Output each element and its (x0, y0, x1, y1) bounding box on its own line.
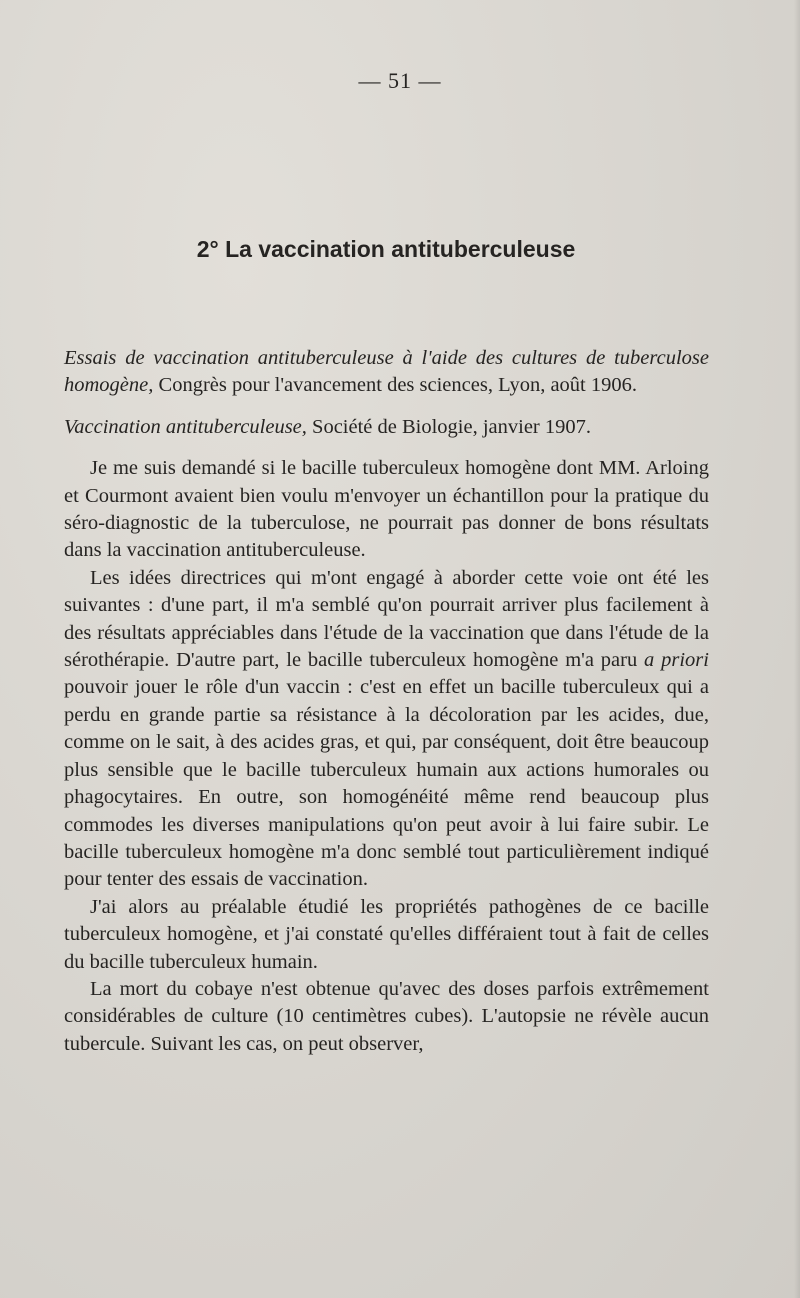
paragraph-2-part-1: Les idées directrices qui m'ont engagé à aborder cette voie ont été les suivantes : d'une part, il m'a semblé qu'on pourrait arriver plus facilement à des résultats appréciables dans l'étude de la vaccination que dans l'étude de la sérothérapie. D'autre part, le bacille tuberculeux homogène m'a paru (64, 566, 709, 672)
section-heading: 2° La vaccination antituberculeuse (196, 236, 576, 262)
reference-2-details: Société de Biologie, janvier 1907. (306, 415, 592, 438)
paragraph-3: J'ai alors au préalable étudié les propriétés pathogènes de ce bacille tuberculeux homogène, et j'ai constaté qu'elles différaient tout à fait de celles du bacille tuberculeux humain. (64, 895, 709, 973)
paragraph-2-italic: a priori (644, 649, 709, 672)
body-text (64, 345, 709, 1058)
page-edge-shadow (794, 0, 800, 1298)
paragraph-1: Je me suis demandé si le bacille tuberculeux homogène dont MM. Arloing et Courmont avaient bien voulu m'envoyer un échantillon pour la pratique du séro-diagnostic de la tuberculose, ne pourrait pas donner de bons résultats dans la vaccination antituberculeuse. (64, 457, 709, 562)
paragraph-2-part-2: pouvoir jouer le rôle d'un vaccin : c'est en effet un bacille tuberculeux qui a perdu en grande partie sa résistance à la décoloration par les acides, due, comme on le sait, à des acides gras, et qui, par conséquent, doit être beaucoup plus sensible que le bacille tuberculeux humain aux actions humorales ou phagocytaires. En outre, son homogénéité même rend beaucoup plus commodes les diverses manipulations qu'on peut avoir à lui faire subir. Le bacille tuberculeux homogène m'a donc semblé tout particulièrement indiqué pour tenter des essais de vaccination. (64, 676, 709, 891)
reference-1-title: Essais de vaccination antituberculeuse à l'aide des cultures de tuberculose homogène, (64, 347, 709, 397)
reference-2 (64, 414, 709, 441)
reference-1-details: Congrès pour l'avancement des sciences, Lyon, août 1906. (153, 374, 638, 397)
paragraph-2 (64, 565, 709, 894)
page-number: — 51 — (358, 68, 442, 93)
paragraph-4: La mort du cobaye n'est obtenue qu'avec des doses parfois extrêmement considérables de culture (10 centimètres cubes). L'autopsie ne révèle aucun tubercule. Suivant les cas, on peut observer, (64, 977, 709, 1055)
reference-1 (64, 345, 709, 400)
reference-2-title: Vaccination antituberculeuse, (64, 415, 307, 438)
